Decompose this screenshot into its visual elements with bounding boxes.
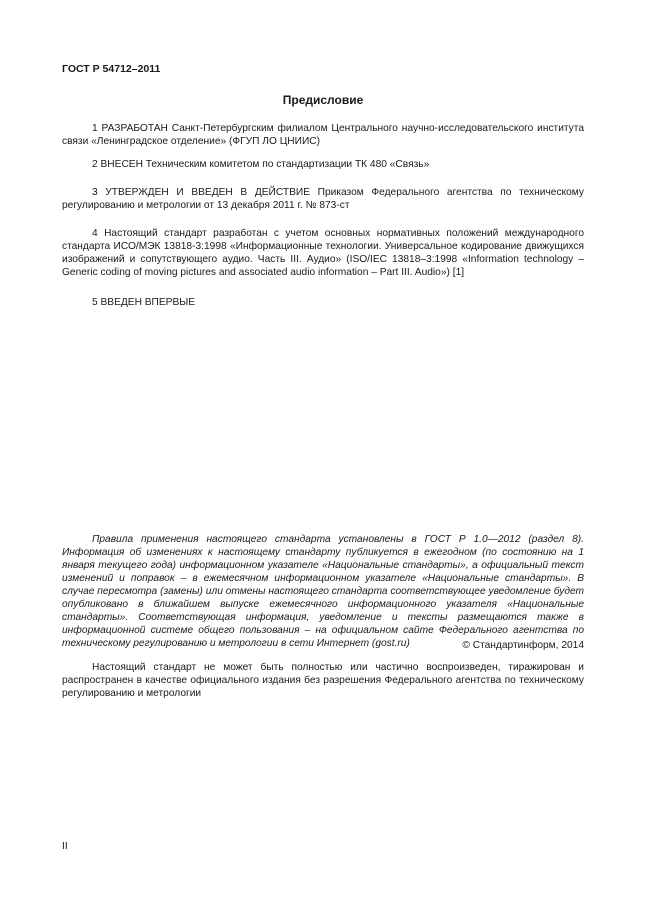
reproduction-notice: Настоящий стандарт не может быть полностью или частично воспроизведен, тиражирован и распространен в качестве официального издания без разрешения Федерального агентства по техническому регулированию и метрологии (62, 662, 584, 699)
foreword-item-3: 3 УТВЕРЖДЕН И ВВЕДЕН В ДЕЙСТВИЕ Приказом Федерального агентства по техническому регулированию и метрологии от 13 декабря 2011 г. № 873-ст (62, 187, 584, 211)
foreword-item-2: 2 ВНЕСЕН Техническим комитетом по стандартизации ТК 480 «Связь» (92, 159, 430, 170)
document-id-header: ГОСТ Р 54712–2011 (62, 63, 161, 75)
page-number: II (62, 841, 68, 852)
page-title: Предисловие (282, 93, 364, 107)
foreword-item-5: 5 ВВЕДЕН ВПЕРВЫЕ (92, 297, 196, 308)
copyright-line: © Стандартинформ, 2014 (462, 640, 584, 651)
rules-notice: Правила применения настоящего стандарта установлены в ГОСТ Р 1.0—2012 (раздел 8). Информация об изменениях к настоящему стандарту публикуется в ежегодном (по состоянию на 1 января текущего года) информационном указателе «Национальные стандарты», а официальный текст изменений и поправок – в ежемесячном информационном указателе «Национальные стандарты». В случае пересмотра (замены) или отмены настоящего стандарта соответствующее уведомление будет опубликовано в ближайшем выпуске ежемесячного информационного указателя «Национальные стандарты». Соответствующая информация, уведомление и тексты размещаются также в информационной системе общего пользования – на официальном сайте Федерального агентства по техническому регулированию и метрологии в сети Интернет (gost.ru) (62, 534, 584, 649)
foreword-item-1: 1 РАЗРАБОТАН Санкт-Петербургским филиалом Центрального научно-исследовательского института связи «Ленинградское отделение» (ФГУП ЛО ЦНИИС) (62, 123, 584, 147)
foreword-item-4: 4 Настоящий стандарт разработан с учетом основных нормативных положений международного стандарта ИСО/МЭК 13818-3:1998 «Информационные технологии. Универсальное кодирование движущихся изображений и сопутствующего аудио. Часть III. Аудио» (ISO/IEC 13818–3:1998 «Information technology – Generic coding of moving pictures and associated audio information – Part III. Audio») [1] (62, 228, 584, 278)
